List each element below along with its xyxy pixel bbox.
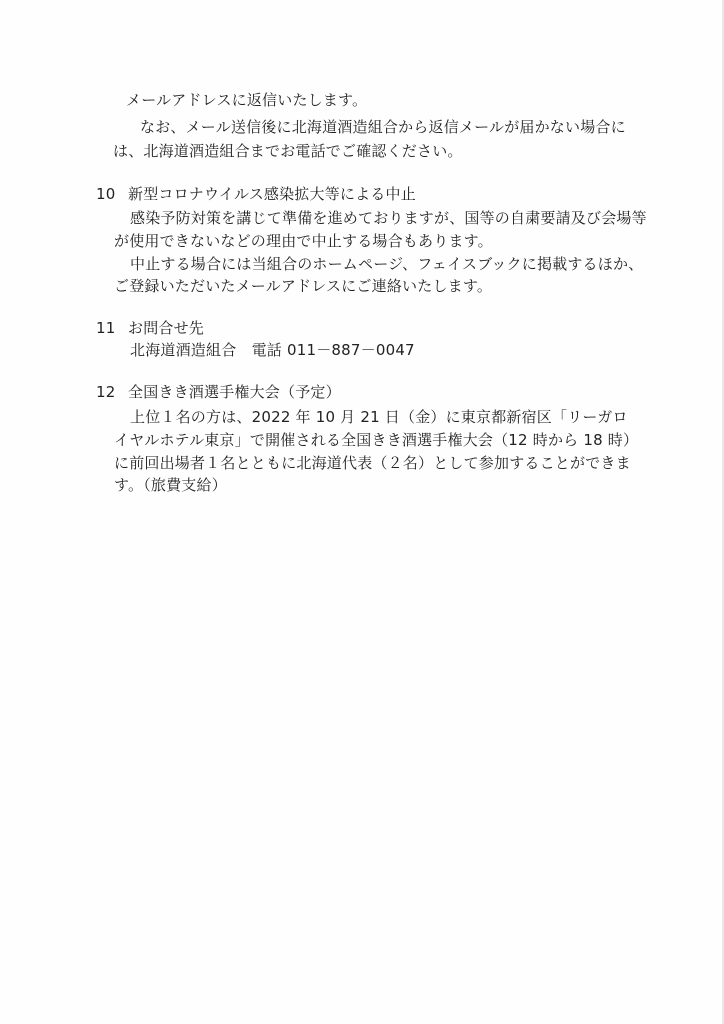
section-10-heading xyxy=(96,184,416,204)
section-12-title: 全国きき酒選手権大会（予定） xyxy=(128,383,341,401)
section-11-title: お問合せ先 xyxy=(128,319,205,337)
section-10-number: 10 xyxy=(96,185,116,203)
section-12-heading xyxy=(96,382,341,402)
section-11-number: 11 xyxy=(96,319,116,337)
section-10-line-4: ご登録いただいたメールアドレスにご連絡いたします。 xyxy=(114,277,493,295)
section-12-line-3: に前回出場者１名とともに北海道代表（２名）として参加することができま xyxy=(114,454,631,472)
section-10-line-3: 中止する場合には当組合のホームページ、フェイスブックに掲載するほか、 xyxy=(130,255,644,273)
section-10-line-2: が使用できないなどの理由で中止する場合もあります。 xyxy=(114,232,493,250)
intro-line-3: は、北海道酒造組合までお電話でご確認ください。 xyxy=(113,142,463,160)
section-10-title: 新型コロナウイルス感染拡大等による中止 xyxy=(128,185,416,203)
section-12-line-2: イヤルホテル東京」で開催される全国きき酒選手権大会（12 時から 18 時） xyxy=(114,431,639,449)
intro-line-1: メールアドレスに返信いたします。 xyxy=(126,91,368,109)
section-12-number: 12 xyxy=(96,383,116,401)
section-11-contact: 北海道酒造組合 電話 011－887－0047 xyxy=(130,341,415,359)
intro-line-2: なお、メール送信後に北海道酒造組合から返信メールが届かない場合に xyxy=(140,118,626,136)
section-10-line-1: 感染予防対策を講じて準備を進めておりますが、国等の自粛要請及び会場等 xyxy=(130,209,647,227)
section-12-line-4: す。（旅費支給） xyxy=(114,476,227,494)
section-12-line-1: 上位１名の方は、2022 年 10 月 21 日（金）に東京都新宿区「リーガロ xyxy=(130,408,628,426)
section-11-heading xyxy=(96,318,204,338)
